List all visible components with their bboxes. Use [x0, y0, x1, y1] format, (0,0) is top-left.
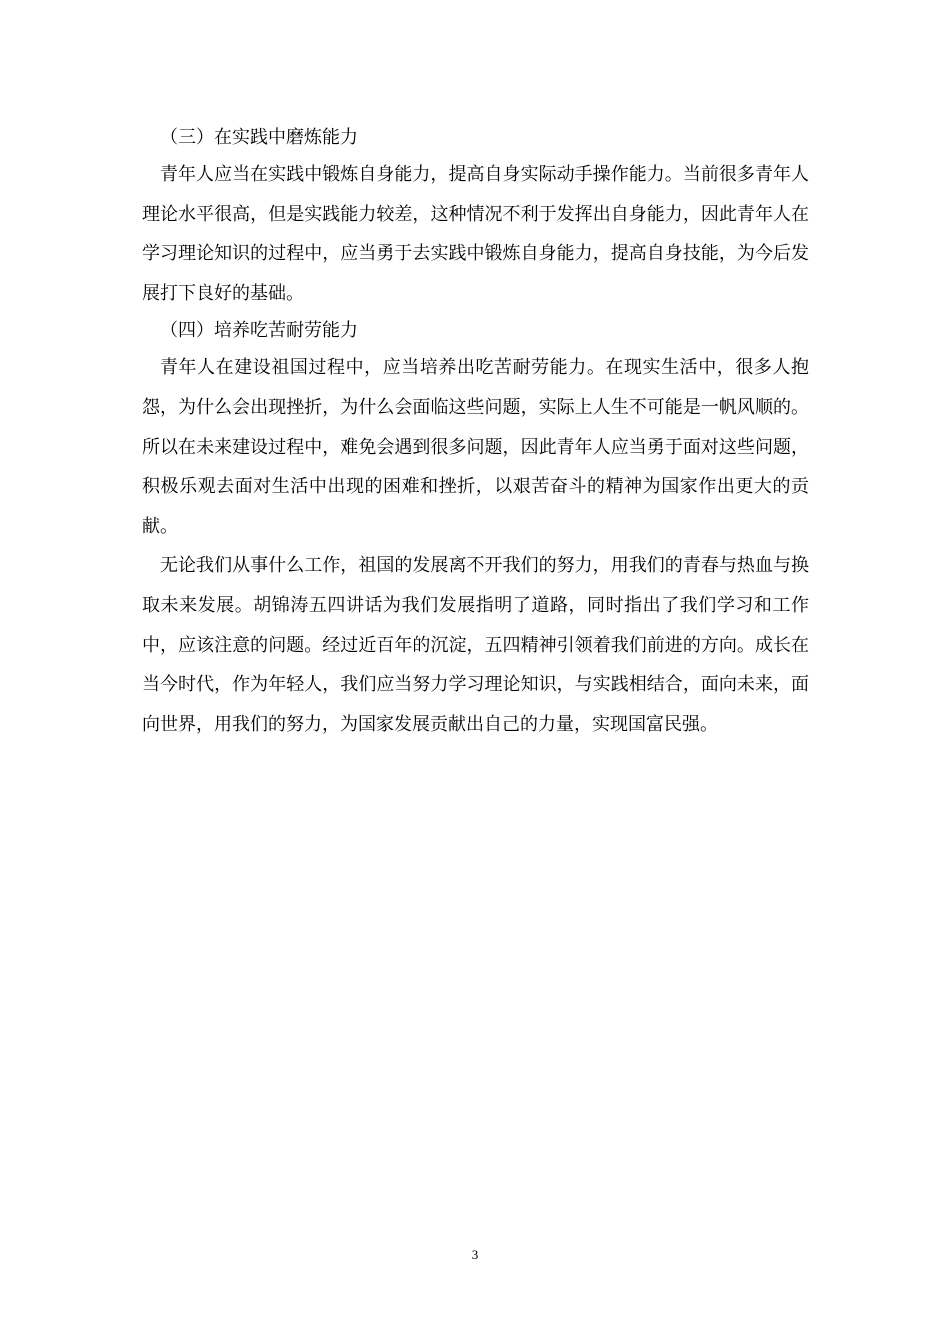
page-number: 3	[471, 1247, 479, 1262]
section-heading-4: （四）培养吃苦耐劳能力	[160, 320, 358, 342]
section-heading-3: （三）在实践中磨炼能力	[160, 127, 358, 148]
conclusion-paragraph: 无论我们从事什么工作，祖国的发展离不开我们的努力，用我们的青春与热血与换取未来发展。胡锦涛五四讲话为我们发展指明了道路，同时指出了我们学习和工作中，应该注意的问题。经过近百年的沉淀，五四精神引领着我们前进的方向。成长在当今时代，作为年轻人，我们应当努力学习理论知识，与实践相结合，面向未来，面向世界，用我们的努力，为国家发展贡献出自己的力量，实现国富民强。	[142, 555, 809, 735]
body-paragraph: 青年人在建设祖国过程中，应当培养出吃苦耐劳能力。在现实生活中，很多人抱怨，为什么会出现挫折，为什么会面临这些问题，实际上人生不可能是一帆风顺的。所以在未来建设过程中，难免会遇到很多问题，因此青年人应当勇于面对这些问题，积极乐观去面对生活中出现的困难和挫折，以艰苦奋斗的精神为国家作出更大的贡献。	[142, 357, 809, 537]
body-paragraph: 青年人应当在实践中锻炼自身能力，提高自身实际动手操作能力。当前很多青年人理论水平很高，但是实践能力较差，这种情况不利于发挥出自身能力，因此青年人在学习理论知识的过程中，应当勇于去实践中锻炼自身能力，提高自身技能，为今后发展打下良好的基础。	[142, 164, 809, 304]
document-body	[142, 120, 809, 744]
